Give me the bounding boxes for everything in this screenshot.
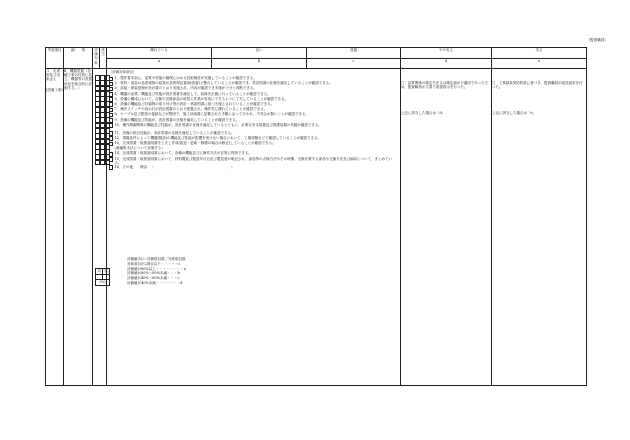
header-sub: 細 別 (64, 48, 93, 69)
header-grade-extra: 該当 (100, 48, 107, 69)
checkbox[interactable] (109, 77, 114, 82)
criteria-item-text: 8．ケーブル及び配管の接続などが堅固で、施工計画書に記載された手順に沿って行われ、不具合が無いことが確認できる。 (114, 112, 310, 117)
score-percent: (%) (96, 280, 110, 286)
checkbox[interactable] (109, 152, 114, 157)
criteria-item-text: 5．設備の構成において、点検や交換部品の取替え作業が容易にできるように工夫していることが確認できる。 (114, 96, 289, 101)
checkbox[interactable] (109, 136, 114, 141)
checkbox[interactable] (109, 118, 114, 123)
checkbox[interactable] (109, 165, 114, 170)
criteria-note: （新編集手法について評価する） (112, 146, 165, 151)
criteria-item-text: 13．完成図書・取扱説明書を工夫し作成(改造・更新・修繕の場合は修正)していることが確認できる。 (114, 141, 276, 146)
evaluation-table (45, 47, 587, 386)
rank-d: d (401, 59, 492, 69)
header-grade: 評価対象 (93, 48, 100, 69)
criteria-item-text: 15．完成図書・取扱説明書において、材料費及び製造年月日及び製造者が明記され、部品等の点検方法やその時期、交換を要する部品や交換方法及び偏向について、まとめている。 (114, 156, 392, 165)
score-h1: 対 (97, 269, 101, 273)
criteria-item-text: 16．その他 理由：（ ） (114, 164, 235, 169)
checkbox[interactable] (109, 157, 114, 162)
rank-c: c (307, 59, 401, 69)
page-note: （監督職員） (586, 38, 608, 42)
col-e-cell (492, 69, 587, 386)
col-e-line2: 上記に該当した場合は「e」 (492, 111, 537, 116)
criteria-item (109, 165, 399, 170)
rank-e: e (492, 59, 587, 69)
criteria-item-text: 4．機器の品質、機能及び性能が設計図書を満足して、結線を正確に行っていることが確認できる。 (114, 91, 271, 96)
checkbox[interactable] (109, 123, 114, 128)
criteria-item-text: 2．材料・部品の品質規格の結果が品質保証書(検査書)と整合していることが確認でき、設計図書の仕様を満足していることが確認できる。 (114, 81, 333, 86)
criteria-item-text: 7．操作スイッチや表示灯が設計図書のとおり配置され、操作性に優れていることが確認できる。 (114, 107, 268, 112)
checkbox[interactable] (109, 108, 114, 113)
criteria-list (109, 76, 399, 170)
sub-cell (64, 69, 93, 386)
header-col-e: 劣る (492, 48, 587, 59)
checkbox[interactable] (109, 113, 114, 118)
checkbox[interactable] (109, 97, 114, 102)
col-d-line1: □ 品質関係の測定方法又は測定値が不適切であったため、監督職員が文書で改善指示を行った。 (401, 81, 489, 90)
rank-a: a (107, 59, 212, 69)
summary-line: 対象項目が2項目以下・・・・・c (127, 261, 181, 266)
criteria-cell (107, 69, 401, 386)
summary-line: 評価値(%)＝評価項目数／対象項目数 (127, 257, 186, 261)
marks-cell (93, 69, 107, 386)
summary-line: 評価値が60%～80%未満・・・b (127, 271, 180, 276)
col-d-cell (401, 69, 492, 386)
criteria-item-text: 10．操作制御関係の機能及び性能が、設計図書の仕様を満足しているとともに、必要な安全装置及び保護装置の作動が確認できる。 (114, 122, 322, 127)
header-item: 考査項目 (46, 48, 64, 69)
sub-desc: Ⅱ．機器設置（各種工事の性質に応じ、機器等の設置状況を総合的に評価する。） (64, 69, 92, 90)
criteria-item-text: 9．設備の機能及び性能が、設計図書の仕様を満足していることが確認できる。 (114, 117, 240, 122)
checkbox[interactable] (109, 102, 114, 107)
criteria-item-text: 11．設備の総合性能が、設計図書の仕様を満足していることが確認できる。 (114, 130, 235, 135)
checkbox[interactable] (109, 131, 114, 136)
criteria-summary (127, 257, 186, 286)
checkbox[interactable] (109, 82, 114, 87)
header-col-b: 良い (212, 48, 307, 59)
criteria-item-text: 12．現場条件によって機器(製品)の機能及び性能が影響を受けない場合において、工場試験などで確認していることが確認できる。 (114, 135, 322, 140)
criteria-title: ［評価対象項目］ (108, 70, 137, 74)
item-number: ３．出来形及び出来ばえ (46, 69, 60, 82)
score-h2: 該 (104, 269, 108, 273)
summary-line: 評価値が40%未満・・・・・・・d (127, 280, 183, 285)
summary-line: 評価値が80%以上・・・・・・・・a (127, 266, 186, 271)
col-d-line2: 上記に該当した場合は「d」 (401, 111, 446, 116)
criteria-item-text: 6．設備の機能及び付属物の取り付け等が設計・承諾図書に基づき施工されていることが確認できる。 (114, 101, 275, 106)
checkbox[interactable] (109, 92, 114, 97)
criteria-item-text: 3．溶接・塗装管理が設計書のとおり実施され、内容が確認でき実施が十分と判断できる。 (114, 86, 257, 91)
criteria-item (109, 123, 399, 131)
criteria-item-text: 14．完成図書・取扱説明書において、設備の機能並びに操作方法が容易に判別できる。 (114, 151, 252, 156)
checkbox[interactable] (109, 87, 114, 92)
rank-b: b (212, 59, 307, 69)
header-col-d: やや劣る (401, 48, 492, 59)
header-col-a: 優れている (107, 48, 212, 59)
col-e-line1: □ 工事請負契約約款に基づき、監督職員が改造請求を行った。 (492, 81, 583, 90)
criteria-item-text: 1．製作着手前に、品質や性能の確保にかかる技術検討が実施していることが確認できる。 (114, 76, 257, 80)
item-name: (設備工事) (46, 87, 63, 92)
item-cell (46, 69, 64, 386)
header-col-c: 普通 (307, 48, 401, 59)
criteria-item (109, 157, 399, 165)
summary-line: 評価値が40%～60%未満・・・c (127, 276, 180, 281)
